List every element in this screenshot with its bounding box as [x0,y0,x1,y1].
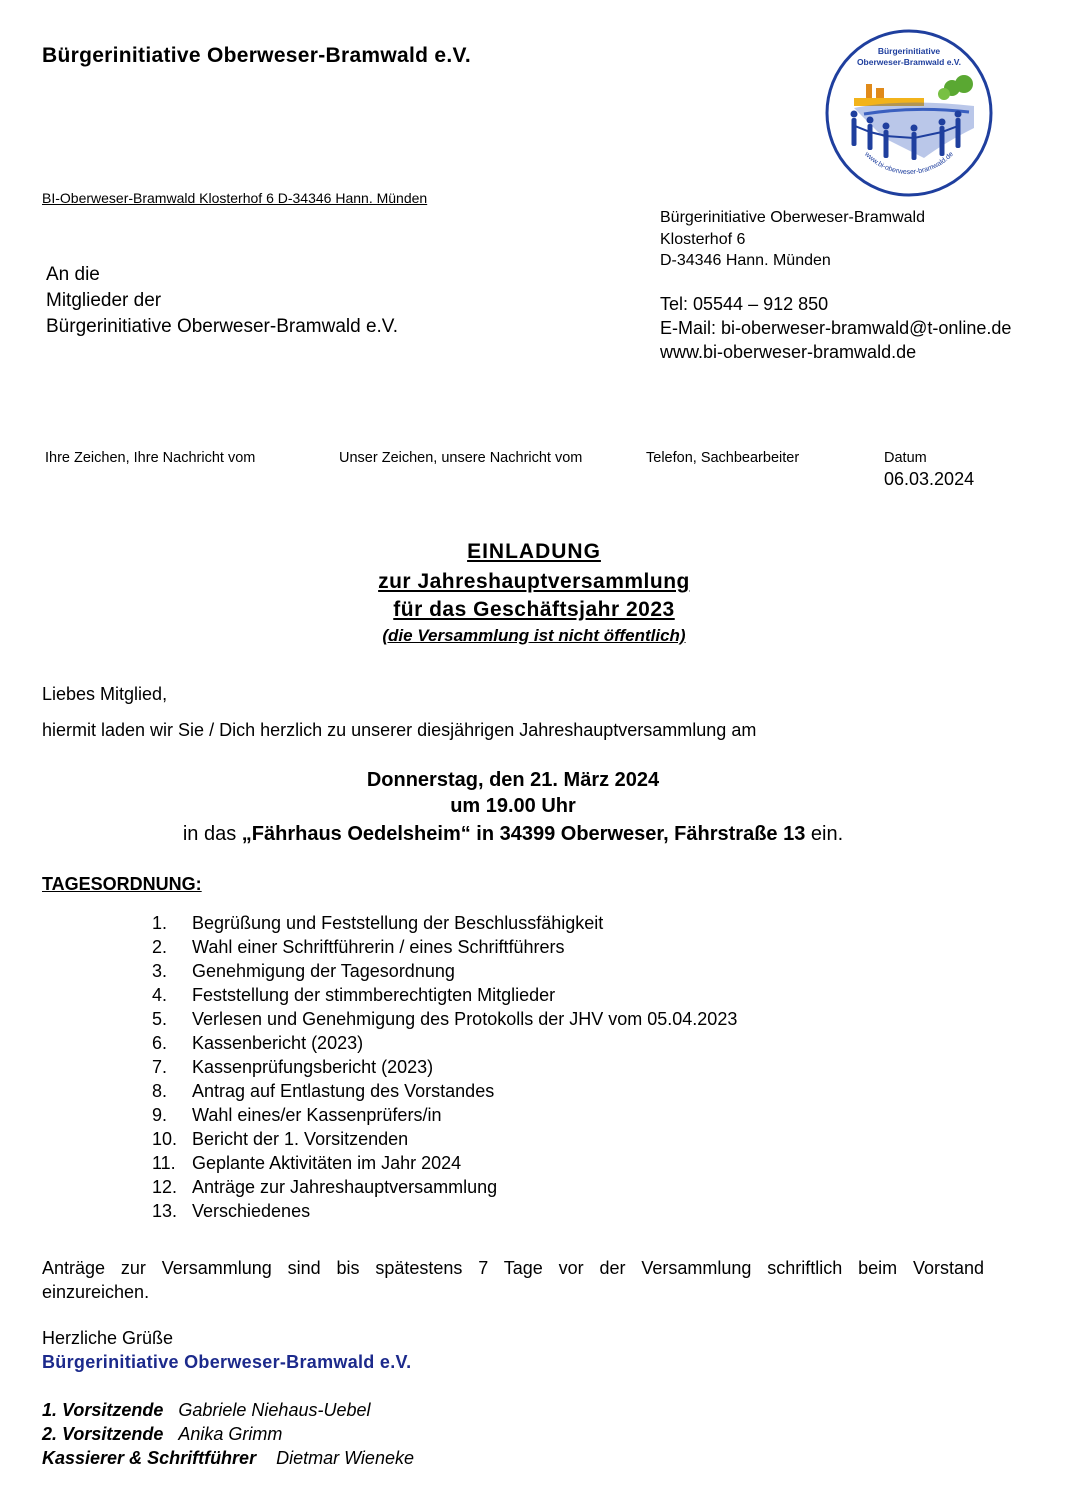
invitation-fiscal-year: für das Geschäftsjahr 2023 [393,598,675,621]
salutation: Liebes Mitglied, [42,684,168,704]
venue-prefix: in das [182,823,242,845]
logo-tree [955,75,973,93]
contact-street: Klosterhof 6 [660,230,746,248]
reference-your-ref: Ihre Zeichen, Ihre Nachricht vom [45,450,256,466]
logo-text-top-2: Oberweser-Bramwald e.V. [856,57,962,67]
reference-date-label: Datum [884,450,927,466]
signature-name: Gabriele Niehaus-Uebel [178,1400,371,1420]
agenda-item: 8. Antrag auf Entlastung des Vorstandes [152,1081,495,1101]
reference-phone-clerk: Telefon, Sachbearbeiter [646,450,800,466]
contact-details-block [660,292,1011,364]
recipient-block [46,262,398,340]
closing-organization: Bürgerinitiative Oberweser-Bramwald e.V. [42,1352,412,1372]
agenda-item: 5. Verlesen und Genehmigung des Protokolls der JHV vom 05.04.2023 [152,1009,738,1029]
contact-city: D-34346 Hann. Münden [660,252,831,269]
invitation-subtitle: zur Jahreshauptversammlung [378,570,690,593]
agenda-item: 1. Begrüßung und Feststellung der Beschlussfähigkeit [152,913,604,933]
meeting-date: Donnerstag, den 21. März 2024 [366,769,660,791]
organization-logo [824,28,994,198]
agenda-item: 7. Kassenprüfungsbericht (2023) [152,1057,434,1077]
agenda-list [152,911,737,1223]
recipient-line: An die [46,264,100,285]
venue-name: „Fährhaus Oedelsheim“ in 34399 Oberweser, Fährstraße 13 [241,823,806,845]
agenda-item: 3. Genehmigung der Tagesordnung [152,961,455,981]
invitation-title: EINLADUNG [467,540,601,563]
agenda-item: 2. Wahl einer Schriftführerin / eines Schriftführers [152,937,565,957]
agenda-item: 4. Feststellung der stimmberechtigten Mitglieder [152,985,556,1005]
signature-line [42,1400,371,1421]
recipient-line: Mitglieder der [46,290,162,311]
reference-our-ref: Unser Zeichen, unsere Nachricht vom [339,450,583,466]
logo-text-bottom: www.bi-oberweser-bramwald.de [863,150,955,177]
agenda-item: 10. Bericht der 1. Vorsitzenden [152,1129,409,1149]
signature-name: Dietmar Wieneke [276,1448,414,1468]
proposal-deadline-notice: Anträge zur Versammlung sind bis spätestens 7 Tage vor der Versammlung schriftlich beim Vorstand einzureichen. [42,1258,984,1302]
agenda-item: 12. Anträge zur Jahreshauptversammlung [152,1177,498,1197]
meeting-time: um 19.00 Uhr [450,795,576,817]
signature-name: Anika Grimm [178,1424,283,1444]
logo-building [866,84,872,98]
signature-role: 2. Vorsitzende [42,1424,164,1444]
signature-line [42,1448,414,1469]
organization-title: Bürgerinitiative Oberweser-Bramwald e.V. [42,44,472,67]
signature-line [42,1424,282,1445]
meeting-venue [0,823,1026,846]
closing-greeting: Herzliche Grüße [42,1328,174,1348]
contact-email: E-Mail: bi-oberweser-bramwald@t-online.de [660,318,1012,338]
agenda-heading: TAGESORDNUNG: [42,874,202,894]
recipient-line: Bürgerinitiative Oberweser-Bramwald e.V. [46,316,399,337]
logo-building [876,88,884,98]
logo-text-top-1: Bürgerinitiative [877,46,941,56]
sender-address-line: BI-Oberweser-Bramwald Klosterhof 6 D-34346 Hann. Münden [42,190,428,206]
contact-address-block [660,207,925,272]
contact-web: www.bi-oberweser-bramwald.de [660,342,917,362]
logo-tree [938,88,950,100]
invitation-not-public-note: (die Versammlung ist nicht öffentlich) [382,626,686,645]
agenda-item: 9. Wahl eines/er Kassenprüfers/in [152,1105,442,1125]
contact-name: Bürgerinitiative Oberweser-Bramwald [660,209,925,226]
agenda-item: 13. Verschiedenes [152,1201,311,1221]
reference-date-value: 06.03.2024 [884,469,975,489]
signature-role: 1. Vorsitzende [42,1400,164,1420]
agenda-item: 11. Geplante Aktivitäten im Jahr 2024 [152,1153,462,1173]
contact-phone: Tel: 05544 – 912 850 [660,294,829,314]
signature-role: Kassierer & Schriftführer [42,1448,257,1468]
intro-text: hiermit laden wir Sie / Dich herzlich zu unserer diesjährigen Jahreshauptversammlung am [42,720,757,740]
agenda-item: 6. Kassenbericht (2023) [152,1033,364,1053]
venue-suffix: ein. [805,823,844,845]
